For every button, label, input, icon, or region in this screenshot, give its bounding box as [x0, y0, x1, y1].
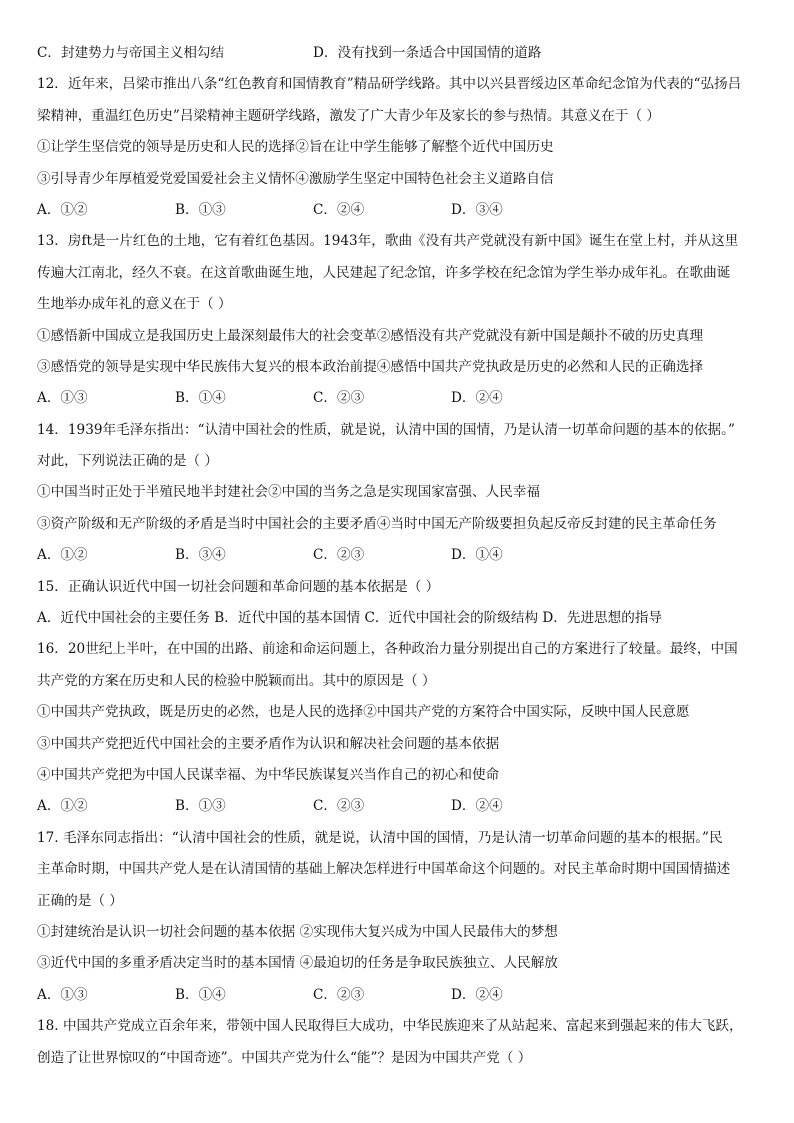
answer-options-row — [37, 383, 759, 414]
text-line: 13．房ft是一片红色的土地，它有着红色基因。1943年，歌曲《没有共产党就没有新中国》诞生在堂上村，并从这里 — [37, 233, 739, 250]
answer-option: D．没有找到一条适合中国国情的道路 — [313, 45, 542, 61]
text-line: ③中国共产党把近代中国社会的主要矛盾作为认识和解决社会问题的基本依据 — [37, 735, 500, 752]
answer-option: D．③④ — [451, 201, 503, 218]
answer-option: A．①② — [37, 798, 88, 815]
text-line: A．近代中国社会的主要任务 B．近代中国的基本国情 C．近代中国社会的阶级结构 D．先进思想的指导 — [37, 610, 663, 627]
answer-option: B．③④ — [175, 547, 226, 564]
answer-option: A．①② — [37, 201, 88, 218]
answer-option: A．①③ — [37, 390, 88, 407]
text-line: 17. 毛泽东同志指出：“认清中国社会的性质，就是说，认清中国的国情，乃是认清一切革命问题的基本的根据。”民 — [37, 829, 723, 846]
answer-options-row — [37, 195, 759, 226]
text-line: ①让学生坚信党的领导是历史和人民的选择②旨在让中学生能够了解整个近代中国历史 — [37, 139, 554, 156]
answer-option: C．②③ — [313, 390, 365, 407]
text-line: ①中国当时正处于半殖民地半封建社会②中国的当务之急是实现国家富强、人民幸福 — [37, 484, 540, 501]
answer-option: B．①④ — [175, 986, 226, 1003]
text-line: ①中国共产党执政，既是历史的必然，也是人民的选择②中国共产党的方案符合中国实际，反映中国人民意愿 — [37, 704, 690, 721]
text-line: 对此，下列说法正确的是（ ） — [37, 453, 219, 470]
text-line: 15．正确认识近代中国一切社会问题和革命问题的基本依据是（ ） — [37, 578, 440, 595]
text-line: 主革命时期，中国共产党人是在认清国情的基础上解决怎样进行中国革命这个问题的。对民主革命时期中国国情描述 — [37, 861, 731, 878]
text-line: 12．近年来，吕梁市推出八条“红色教育和国情教育”精品研学线路。其中以兴县晋绥边区革命纪念馆为代表的“弘扬吕 — [37, 76, 742, 93]
text-line: ③资产阶级和无产阶级的矛盾是当时中国社会的主要矛盾④当时中国无产阶级要担负起反帝反封建的民主革命任务 — [37, 515, 717, 532]
answer-option: D．②④ — [451, 390, 503, 407]
text-line: 梁精神，重温红色历史”吕梁精神主题研学线路，激发了广大青少年及家长的参与热情。其意义在于（ ） — [37, 107, 660, 124]
answer-option: D．①④ — [451, 547, 503, 564]
answer-option: C．②④ — [313, 201, 365, 218]
answer-option: A．①③ — [37, 986, 88, 1003]
text-line: 生地举办成年礼的意义在于（ ） — [37, 296, 232, 313]
answer-options-row — [37, 980, 759, 1011]
answer-options-row — [37, 38, 759, 69]
text-line: 16．20世纪上半叶，在中国的出路、前途和命运问题上，各种政治力量分别提出自己的方案进行了较量。最终，中国 — [37, 641, 738, 658]
text-line: 正确的是（ ） — [37, 892, 123, 909]
text-line: 18. 中国共产党成立百余年来，带领中国人民取得巨大成功，中华民族迎来了从站起来、富起来到强起来的伟大飞跃， — [37, 1018, 743, 1035]
text-line: ③引导青少年厚植爱党爱国爱社会主义情怀④激励学生坚定中国特色社会主义道路自信 — [37, 170, 554, 187]
answer-option: D．②④ — [451, 798, 503, 815]
text-line: 传遍大江南北，经久不衰。在这首歌曲诞生地，人民建起了纪念馆，许多学校在纪念馆为学生举办成年礼。在歌曲诞 — [37, 264, 731, 281]
answer-options-row — [37, 540, 759, 571]
text-line: ①感悟新中国成立是我国历史上最深刻最伟大的社会变革②感悟没有共产党就没有新中国是颠扑不破的历史真理 — [37, 327, 704, 344]
document-page — [37, 38, 759, 1074]
answer-option: B．①③ — [175, 798, 226, 815]
text-line: 14．1939年毛泽东指出：“认清中国社会的性质，就是说，认清中国的国情，乃是认清一切革命问题的基本的依据。” — [37, 421, 735, 438]
answer-option: C．②③ — [313, 798, 365, 815]
answer-option: C．封建势力与帝国主义相勾结 — [37, 45, 225, 61]
text-line: 创造了让世界惊叹的“中国奇迹”。中国共产党为什么“能”？是因为中国共产党（ ） — [37, 1049, 532, 1066]
text-line: 共产党的方案在历史和人民的检验中脱颖而出。其中的原因是（ ） — [37, 672, 436, 689]
answer-option: A．①② — [37, 547, 88, 564]
answer-option: D．②④ — [451, 986, 503, 1003]
answer-option: B．①④ — [175, 390, 226, 407]
text-line: ①封建统治是认识一切社会问题的基本依据 ②实现伟大复兴成为中国人民最伟大的梦想 — [37, 923, 558, 940]
answer-option: C．②③ — [313, 986, 365, 1003]
answer-option: C．②③ — [313, 547, 365, 564]
text-line: ④中国共产党把为中国人民谋幸福、为中华民族谋复兴当作自己的初心和使命 — [37, 766, 500, 783]
text-line: ③近代中国的多重矛盾决定当时的基本国情 ④最迫切的任务是争取民族独立、人民解放 — [37, 955, 558, 972]
answer-options-row — [37, 791, 759, 822]
answer-option: B．①③ — [175, 201, 226, 218]
text-line: ③感悟党的领导是实现中华民族伟大复兴的根本政治前提④感悟中国共产党执政是历史的必然和人民的正确选择 — [37, 358, 704, 375]
